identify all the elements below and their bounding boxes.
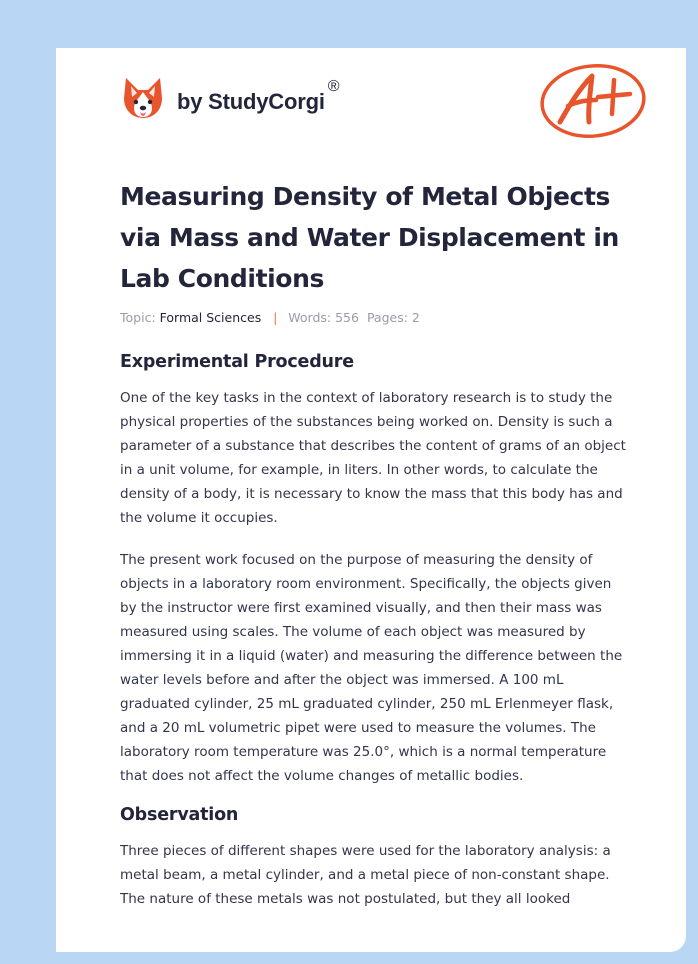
topic-label: Topic: [120, 310, 156, 325]
meta-separator: | [273, 310, 278, 325]
brand-name: by StudyCorgi [177, 89, 325, 114]
paragraph: One of the key tasks in the context of laboratory research is to study the physical properties of the substances being worked on. Density is such a parameter of a substance that describes the content of grams of an object in a unit volume, for example, in liters. In other words, to calculate the density of a body, it is necessary to know the mass that this body has and the volume it occupies. [120, 390, 626, 526]
brand-logo[interactable] [122, 76, 340, 122]
paragraph: The present work focused on the purpose of measuring the density of objects in a laboratory room environment. Specifically, the objects given by the instructor were first examined visually, and then their mass was measured using scales. The volume of each object was measured by immersing it in a liquid (water) and measuring the difference between the water levels before and after the object was immersed. A 100 mL graduated cylinder, 25 mL graduated cylinder, 250 mL Erlenmeyer flask, and a 20 mL volumetric pipet were used to measure the volumes. The laboratory room temperature was 25.0°, which is a normal temperature that does not affect the volume changes of metallic bodies. [120, 552, 623, 784]
paragraph: Three pieces of different shapes were used for the laboratory analysis: a metal beam, a metal cylinder, and a metal piece of non-constant shape. The nature of these metals was not postulated, but they all looked [120, 843, 611, 907]
word-count: Words: 556 [288, 310, 359, 325]
document-page [56, 48, 686, 952]
section-heading: Observation [120, 805, 239, 825]
registered-mark: ® [327, 78, 340, 95]
section-heading: Experimental Procedure [120, 352, 354, 372]
corgi-logo-icon [122, 76, 164, 122]
topic-link[interactable]: Formal Sciences [159, 310, 262, 325]
a-plus-grade-icon [538, 58, 650, 142]
page-title: Measuring Density of Metal Objects via Mass and Water Displacement in Lab Conditions [120, 182, 619, 293]
article-meta [120, 310, 630, 325]
page-count: Pages: 2 [366, 310, 420, 325]
article-content [120, 176, 630, 911]
